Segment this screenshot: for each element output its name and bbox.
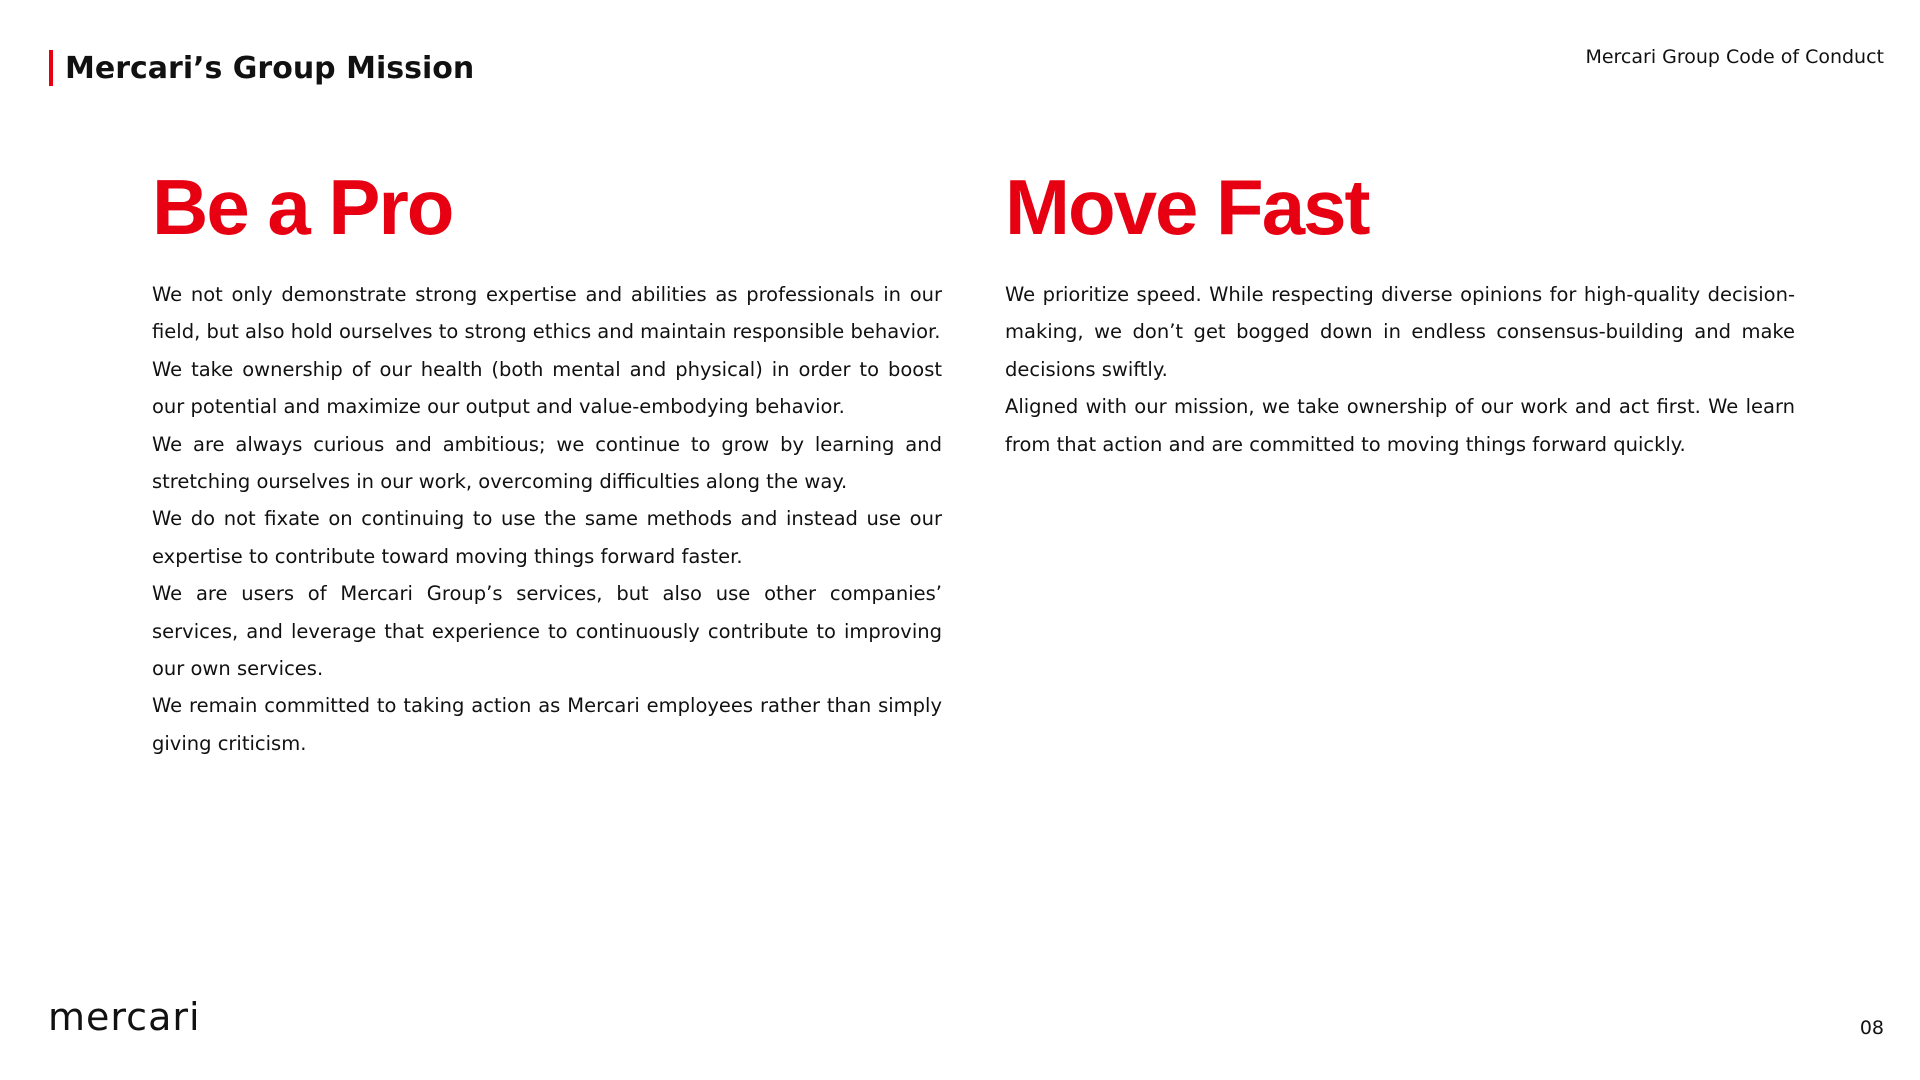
paragraph: We are always curious and ambitious; we continue to grow by learning and stretching ourselves in our work, overcoming difficulties along the way. — [152, 432, 942, 494]
section-accent-bar — [49, 50, 53, 86]
paragraph: We prioritize speed. While respecting diverse opinions for high-quality decision-making, we don’t get bogged down in endless consensus-building and make decisions swiftly. — [1005, 283, 1795, 381]
column-heading: Be a Pro — [152, 163, 453, 251]
paragraph: We do not fixate on continuing to use the same methods and instead use our expertise to contribute toward moving things forward faster. — [152, 507, 942, 568]
section-header — [49, 48, 474, 88]
mercari-logo: mercari — [48, 995, 201, 1039]
column-be-a-pro — [152, 162, 942, 762]
document-title: Mercari Group Code of Conduct — [1585, 46, 1884, 68]
page-number: 08 — [1859, 1017, 1884, 1039]
column-heading: Move Fast — [1005, 163, 1369, 251]
column-body — [152, 276, 942, 762]
paragraph: We not only demonstrate strong expertise and abilities as professionals in our field, but also hold ourselves to strong ethics and maintain responsible behavior. — [152, 283, 942, 344]
paragraph: We are users of Mercari Group’s services, but also use other companies’ services, and leverage that experience to continuously contribute to improving our own services. — [152, 582, 942, 681]
column-body — [1005, 276, 1795, 463]
column-move-fast — [1005, 162, 1795, 463]
paragraph: Aligned with our mission, we take ownership of our work and act first. We learn from that action and are committed to moving things forward quickly. — [1005, 395, 1795, 456]
paragraph: We remain committed to taking action as Mercari employees rather than simply giving criticism. — [152, 694, 942, 755]
paragraph: We take ownership of our health (both mental and physical) in order to boost our potential and maximize our output and value-embodying behavior. — [152, 357, 942, 419]
section-title: Mercari’s Group Mission — [65, 50, 475, 86]
